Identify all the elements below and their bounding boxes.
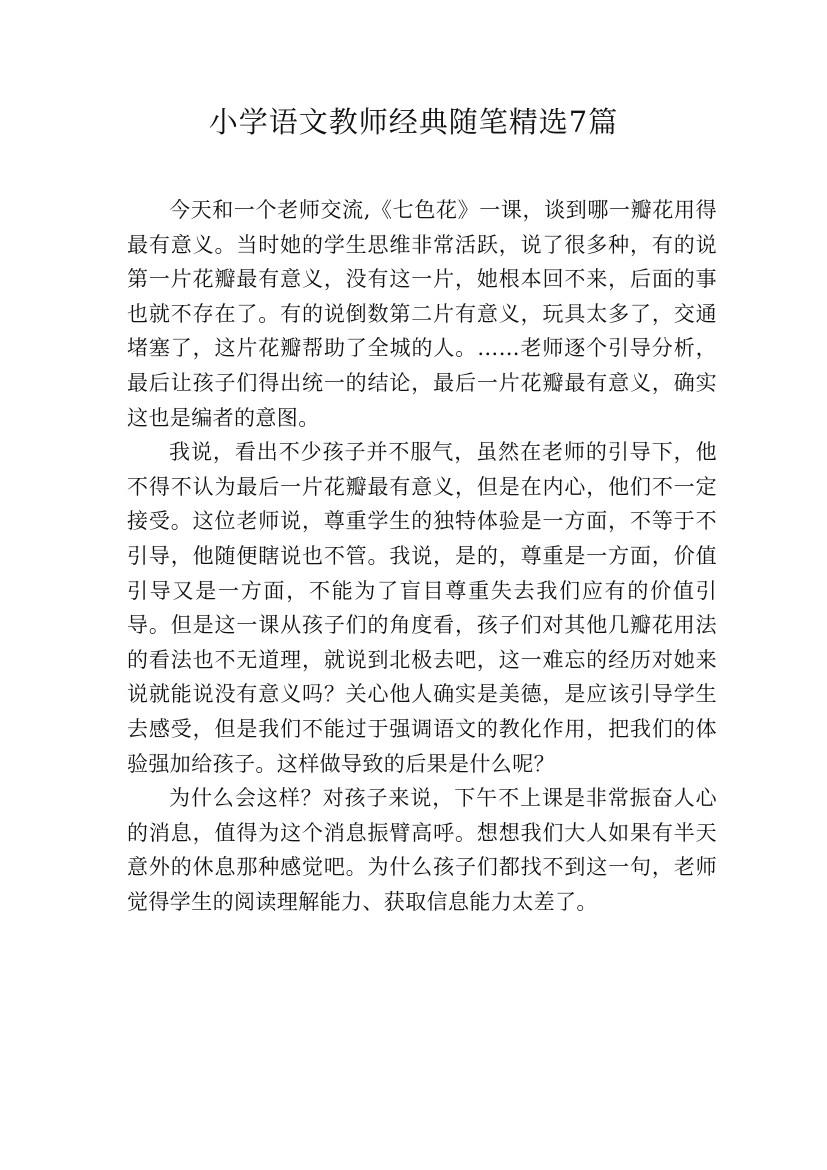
paragraph-1: 今天和一个老师交流,《七色花》一课，谈到哪一瓣花用得最有意义。当时她的学生思维非常活跃，说了很多种，有的说第一片花瓣最有意义，没有这一片，她根本回不来，后面的事也就不存在了。有的说倒数第二片有意义，玩具太多了，交通堵塞了，这片花瓣帮助了全城的人。……老师逐个引导分析，最后让孩子们得出统一的结论，最后一片花瓣最有意义，确实这也是编者的意图。 — [127, 198, 717, 430]
paragraph-2: 我说，看出不少孩子并不服气，虽然在老师的引导下，他不得不认为最后一片花瓣最有意义，但是在内心，他们不一定接受。这位老师说，尊重学生的独特体验是一方面，不等于不引导，他随便瞎说也不管。我说，是的，尊重是一方面，价值引导又是一方面，不能为了盲目尊重失去我们应有的价值引导。但是这一课从孩子们的角度看，孩子们对其他几瓣花用法的看法也不无道理，就说到北极去吧，这一难忘的经历对她来说就能说没有意义吗？关心他人确实是美德，是应该引导学生去感受，但是我们不能过于强调语文的教化作用，把我们的体验强加给孩子。这样做导致的后果是什么呢？ — [127, 440, 717, 776]
paragraph-3: 为什么会这样？对孩子来说，下午不上课是非常振奋人心的消息，值得为这个消息振臂高呼。想想我们大人如果有半天意外的休息那种感觉吧。为什么孩子们都找不到这一句，老师觉得学生的阅读理解能力、获取信息能力太差了。 — [127, 786, 717, 914]
document-title: 小学语文教师经典随笔精选7篇 — [208, 105, 619, 139]
document-body — [127, 193, 717, 919]
